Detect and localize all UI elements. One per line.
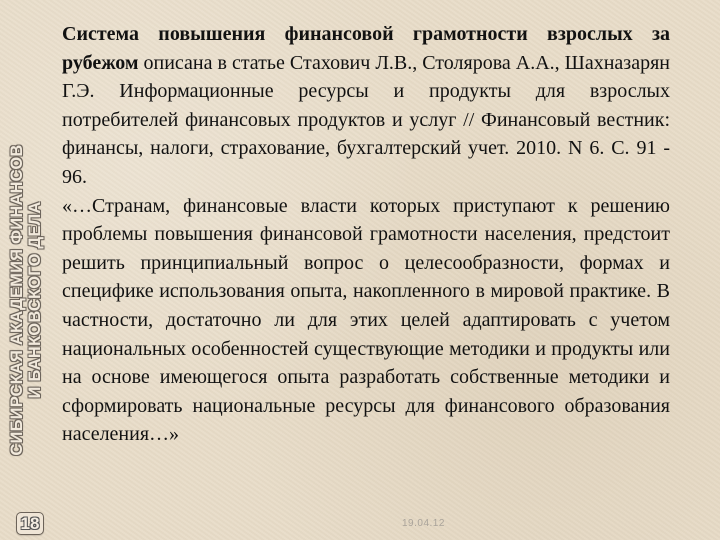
slide-body (62, 20, 670, 449)
citation-paragraph (62, 20, 670, 192)
slide-number-badge: 18 (16, 512, 44, 535)
citation-bold-lead: Система повышения финансовой грамотности взрослых за рубежом (62, 23, 670, 74)
academy-name-vertical (8, 65, 44, 535)
citation-text: описана в статье Стахович Л.В., Столярова А.А., Шахназарян Г.Э. Информационные ресурсы и продукты для взрослых потребителей финансовых продуктов и услуг // Финансовый вестник: финансы, налоги, страхование, бухгалтерский учет. 2010. N 6. С. 91 - 96. (62, 51, 670, 188)
academy-name-line2: И БАНКОВСКОГО ДЕЛА (26, 201, 44, 399)
academy-name-line1: СИБИРСКАЯ АКАДЕМИЯ ФИНАНСОВ (8, 144, 26, 456)
slide-date: 19.04.12 (402, 518, 445, 529)
quote-paragraph: «…Странам, финансовые власти которых приступают к решению проблемы повышения финансовой грамотности населения, предстоит решить принципиальный вопрос о целесообразности, формах и специфике использования опыта, накопленного в мировой практике. В частности, достаточно ли для этих целей адаптировать с учетом национальных особенностей существующие методики и продукты или на основе имеющегося опыта разработать собственные методики и сформировать национальные ресурсы для финансового образования населения…» (62, 194, 670, 446)
sidebar-band (0, 0, 52, 540)
